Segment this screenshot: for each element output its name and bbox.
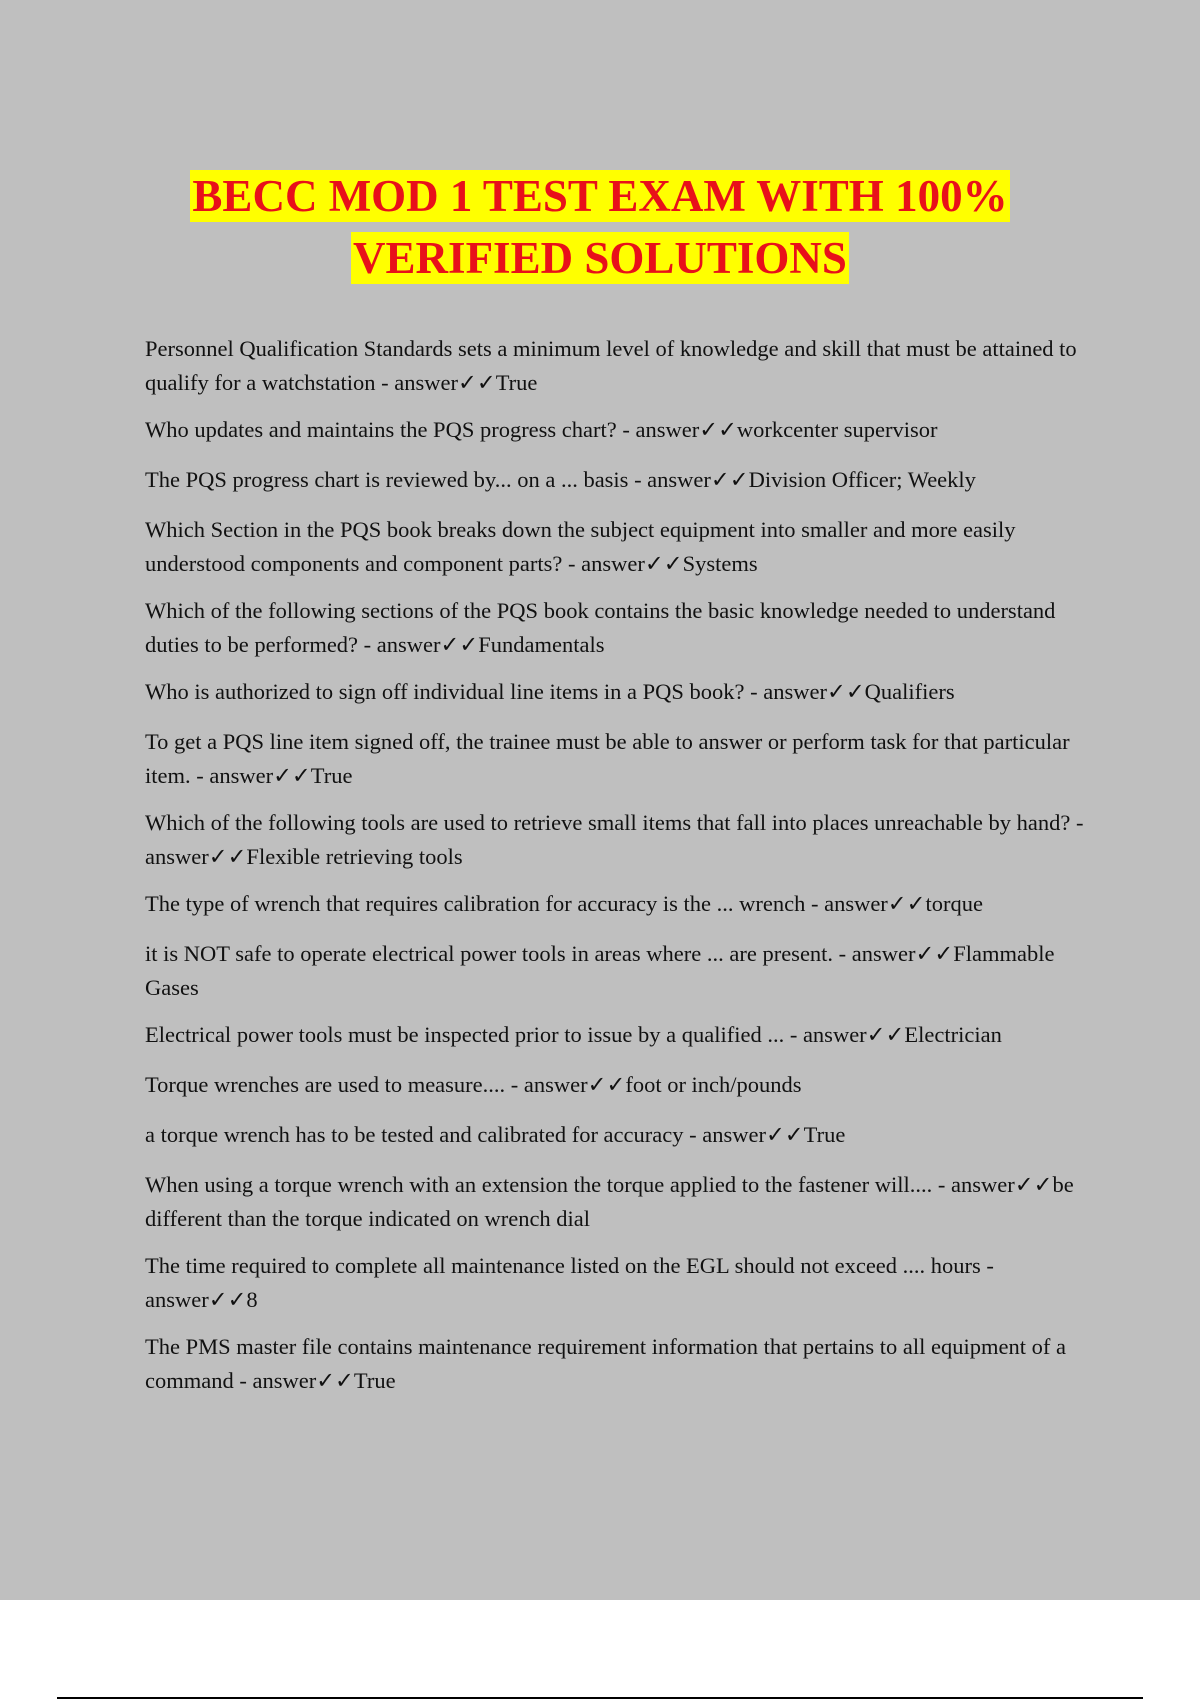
qa-item: Personnel Qualification Standards sets a minimum level of knowledge and skill that must be attained to qualify for a watchstation - answer✓✓True — [145, 336, 1077, 395]
qa-item: a torque wrench has to be tested and calibrated for accuracy - answer✓✓True — [145, 1122, 846, 1147]
qa-item: When using a torque wrench with an extension the torque applied to the fastener will.... - answer✓✓be different than the torque indicated on wrench dial — [145, 1172, 1074, 1231]
qa-item: Which Section in the PQS book breaks down the subject equipment into smaller and more easily understood components and component parts? - answer✓✓Systems — [145, 517, 1016, 576]
title-line-1: BECC MOD 1 TEST EXAM WITH 100% — [192, 171, 1008, 221]
title-gap — [0, 222, 1200, 232]
document-title — [0, 170, 1200, 284]
title-line-2: VERIFIED SOLUTIONS — [353, 233, 847, 283]
qa-item: The PQS progress chart is reviewed by... on a ... basis - answer✓✓Division Officer; Weekly — [145, 467, 976, 492]
qa-item: Who updates and maintains the PQS progress chart? - answer✓✓workcenter supervisor — [145, 417, 938, 442]
qa-item: Which of the following tools are used to retrieve small items that fall into places unreachable by hand? - answer✓✓Flexible retrieving tools — [145, 810, 1084, 869]
qa-item: The PMS master file contains maintenance requirement information that pertains to all equipment of a command - answer✓✓True — [145, 1334, 1066, 1393]
qa-item: Which of the following sections of the PQS book contains the basic knowledge needed to understand duties to be performed? - answer✓✓Fundamentals — [145, 598, 1056, 657]
qa-item: The time required to complete all maintenance listed on the EGL should not exceed .... hours - answer✓✓8 — [145, 1253, 994, 1312]
qa-item: Who is authorized to sign off individual line items in a PQS book? - answer✓✓Qualifiers — [145, 679, 955, 704]
qa-item: The type of wrench that requires calibration for accuracy is the ... wrench - answer✓✓torque — [145, 891, 983, 916]
qa-item: Electrical power tools must be inspected prior to issue by a qualified ... - answer✓✓Electrician — [145, 1022, 1002, 1047]
qa-item: it is NOT safe to operate electrical power tools in areas where ... are present. - answer✓✓Flammable Gases — [145, 941, 1055, 1000]
qa-item: Torque wrenches are used to measure.... - answer✓✓foot or inch/pounds — [145, 1072, 802, 1097]
qa-item: To get a PQS line item signed off, the trainee must be able to answer or perform task for that particular item. - answer✓✓True — [145, 729, 1070, 788]
footer-divider — [57, 1697, 1143, 1699]
qa-list — [145, 332, 1085, 1411]
